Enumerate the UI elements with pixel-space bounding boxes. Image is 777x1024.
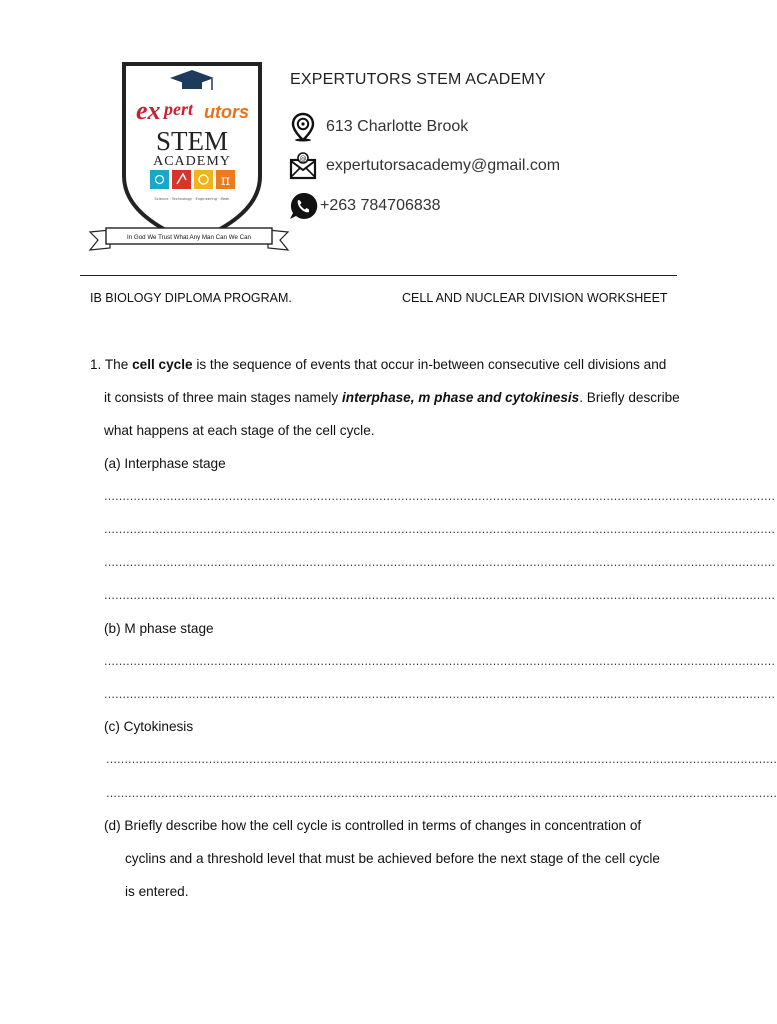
address-text: 613 Charlotte Brook: [326, 118, 469, 135]
q1-intro-prefix: The: [104, 357, 133, 372]
q1-line2-suffix: . Briefly describe: [579, 390, 680, 405]
science-tile-icon: [150, 170, 169, 189]
academy-name: EXPERTUTORS STEM ACADEMY: [290, 71, 546, 88]
logo-brand-part2: pert: [164, 99, 193, 119]
logo-brand-part1: ex: [136, 96, 161, 125]
part-d-line3: is entered.: [125, 884, 189, 899]
technology-tile-icon: [172, 170, 191, 189]
logo-motto: In God We Trust What Any Man Can We Can: [127, 234, 251, 241]
svg-text:@: @: [299, 155, 307, 163]
answer-line-c2[interactable]: …………………………………………………………………………………………………………………………………………………………………: [106, 787, 777, 800]
logo-tagline: Science · Technology · Engineering · Math: [154, 197, 230, 201]
answer-line-a1[interactable]: …………………………………………………………………………………………………………………………………………………………………: [104, 490, 775, 503]
logo-stem-text: STEM: [155, 126, 229, 156]
phone-row: [290, 191, 441, 221]
q1-line2-prefix: it consists of three main stages namely: [104, 390, 342, 405]
q1-line1: [90, 355, 666, 375]
phone-text[interactable]: +263 784706838: [320, 197, 441, 214]
email-icon: [290, 151, 316, 181]
answer-line-a2[interactable]: …………………………………………………………………………………………………………………………………………………………………: [104, 523, 775, 536]
worksheet-title: CELL AND NUCLEAR DIVISION WORKSHEET: [402, 291, 668, 305]
engineering-tile-icon: [194, 170, 213, 189]
logo-brand-part3: utors: [204, 102, 249, 122]
q1-intro-suffix: is the sequence of events that occur in-between consecutive cell divisions and: [192, 357, 667, 372]
email-row: [290, 151, 560, 181]
q1-term: cell cycle: [132, 357, 193, 372]
part-d-line1: (d) Briefly describe how the cell cycle is controlled in terms of changes in concentration of: [104, 818, 642, 833]
q1-line3: what happens at each stage of the cell cycle.: [104, 423, 375, 438]
header-divider: [80, 275, 677, 276]
q1-line2: [104, 388, 680, 408]
address-row: [290, 112, 468, 142]
answer-line-b2[interactable]: …………………………………………………………………………………………………………………………………………………………………: [104, 688, 775, 701]
email-text[interactable]: expertutorsacademy@gmail.com: [326, 157, 561, 174]
q1-number: 1.: [90, 357, 102, 372]
answer-line-c1[interactable]: …………………………………………………………………………………………………………………………………………………………………: [106, 753, 777, 766]
q1-stages: interphase, m phase and cytokinesis: [342, 390, 580, 405]
part-d-line2: cyclins and a threshold level that must be achieved before the next stage of the cell cycle: [125, 851, 660, 866]
svg-text:π: π: [220, 173, 231, 189]
logo-academy-text: ACADEMY: [153, 154, 231, 169]
answer-line-a4[interactable]: …………………………………………………………………………………………………………………………………………………………………: [104, 589, 775, 602]
answer-line-b1[interactable]: …………………………………………………………………………………………………………………………………………………………………: [104, 655, 775, 668]
location-icon: [290, 112, 316, 142]
whatsapp-icon: [290, 191, 316, 221]
part-b-label: (b) M phase stage: [104, 621, 214, 636]
program-title: IB BIOLOGY DIPLOMA PROGRAM.: [90, 291, 292, 305]
part-a-label: (a) Interphase stage: [104, 456, 226, 471]
answer-line-a3[interactable]: …………………………………………………………………………………………………………………………………………………………………: [104, 556, 775, 569]
part-c-label: (c) Cytokinesis: [104, 719, 194, 734]
academy-logo: [86, 58, 292, 256]
